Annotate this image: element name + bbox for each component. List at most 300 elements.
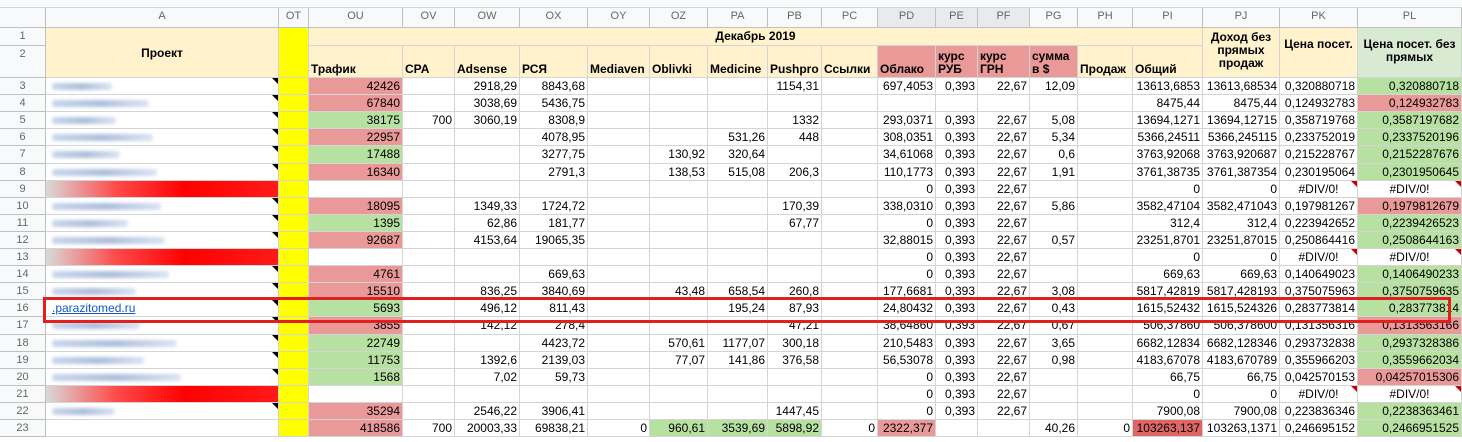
column-header-ov[interactable]: OV [403,8,455,28]
cell-pg[interactable] [1030,386,1078,403]
cell-pd[interactable]: 0 [878,386,936,403]
cell-pk[interactable]: 0,223942652 [1280,215,1358,232]
cell-pi[interactable]: 3761,38735 [1133,164,1203,181]
cell-pi[interactable]: 1615,52432 [1133,300,1203,317]
row-number[interactable]: 11 [0,215,46,232]
cell-pf[interactable]: 22,67 [978,249,1030,266]
cell-pe[interactable]: 0,393 [936,78,978,95]
cell-pb[interactable] [768,369,822,386]
cell-ph[interactable] [1078,146,1133,164]
cell-pa[interactable] [708,112,768,129]
cell-oy[interactable] [588,266,650,283]
row-number[interactable]: 1 [0,28,46,46]
cell-ou[interactable] [309,181,403,198]
cell-pd[interactable]: 24,80432 [878,300,936,317]
cell-pi[interactable]: 4183,67078 [1133,352,1203,369]
cell-ov[interactable] [403,95,455,112]
cell-ph[interactable] [1078,95,1133,112]
cell-pd[interactable]: 38,64860 [878,317,936,335]
cell-ph[interactable] [1078,232,1133,249]
cell-pa[interactable] [708,386,768,403]
cell-pg[interactable]: 0,57 [1030,232,1078,249]
cell-pa[interactable]: 531,26 [708,129,768,146]
cell-pd[interactable]: 338,0310 [878,198,936,215]
cell-pk[interactable]: 0,355966203 [1280,352,1358,369]
cell-pa[interactable] [708,198,768,215]
cell-pl[interactable]: #DIV/0! [1358,249,1462,266]
project-cell[interactable] [46,369,279,386]
cell-pc[interactable] [822,317,878,335]
cell-pb[interactable]: 170,39 [768,198,822,215]
cell-pd[interactable]: 0 [878,369,936,386]
cell-pi[interactable]: 5817,42819 [1133,283,1203,300]
row-number[interactable]: 17 [0,317,46,335]
cell-pk[interactable]: 0,230195064 [1280,164,1358,181]
cell-ou[interactable]: 18095 [309,198,403,215]
cell-pk[interactable]: #DIV/0! [1280,181,1358,198]
cell-pg[interactable] [1030,95,1078,112]
cell-pc[interactable] [822,335,878,352]
column-header-pe[interactable]: PE [936,8,978,28]
project-cell[interactable] [46,181,279,198]
row-number[interactable]: 7 [0,146,46,164]
cell-ox[interactable]: 2791,3 [520,164,588,181]
row-number[interactable]: 15 [0,283,46,300]
row-number[interactable]: 19 [0,352,46,369]
row-number[interactable]: 13 [0,249,46,266]
cell-oz[interactable]: 570,61 [650,335,708,352]
cell-pe[interactable]: 0,393 [936,198,978,215]
cell-pj[interactable]: 669,63 [1203,266,1280,283]
cell-pc[interactable] [822,164,878,181]
cell-pb[interactable]: 1332 [768,112,822,129]
column-header-a[interactable]: A [46,8,279,28]
cell-ph[interactable] [1078,129,1133,146]
cell-oz[interactable] [650,95,708,112]
cell-ph[interactable] [1078,249,1133,266]
cell-pb[interactable] [768,181,822,198]
cell-pc[interactable] [822,386,878,403]
project-cell[interactable] [46,266,279,283]
cell-pc[interactable] [822,181,878,198]
cell-pb[interactable]: 448 [768,129,822,146]
cell-ph[interactable] [1078,266,1133,283]
cell-ov[interactable] [403,352,455,369]
cell-pa[interactable] [708,369,768,386]
cell-ou[interactable]: 35294 [309,403,403,420]
cell-pa[interactable] [708,403,768,420]
cell-ov[interactable] [403,386,455,403]
cell-pe[interactable]: 0,393 [936,369,978,386]
cell-ov[interactable] [403,78,455,95]
cell-oy[interactable] [588,129,650,146]
cell-ov[interactable] [403,164,455,181]
cell-pf[interactable]: 22,67 [978,283,1030,300]
column-header-oz[interactable]: OZ [650,8,708,28]
cell-pi[interactable]: 669,63 [1133,266,1203,283]
cell-pl[interactable]: 0,1313563166 [1358,317,1462,335]
cell-ow[interactable] [455,146,520,164]
cell-pa[interactable] [708,249,768,266]
cell-pl[interactable]: 0,320880718 [1358,78,1462,95]
cell-ox[interactable]: 5436,75 [520,95,588,112]
cell-ph[interactable] [1078,198,1133,215]
cell-pi[interactable]: 3763,92068 [1133,146,1203,164]
cell-pi[interactable]: 0 [1133,181,1203,198]
cell-ow[interactable]: 1349,33 [455,198,520,215]
cell-pa[interactable]: 141,86 [708,352,768,369]
cell-pd[interactable]: 210,5483 [878,335,936,352]
cell-oz[interactable]: 43,48 [650,283,708,300]
cell-oz[interactable] [650,78,708,95]
cell-pa[interactable]: 515,08 [708,164,768,181]
cell-pk[interactable]: 0,197981267 [1280,198,1358,215]
cell-oz[interactable] [650,317,708,335]
cell-ox[interactable]: 19065,35 [520,232,588,249]
cell-ow[interactable]: 836,25 [455,283,520,300]
cell-pj[interactable]: 0 [1203,386,1280,403]
select-all-corner[interactable] [0,8,46,28]
cell-pd[interactable]: 110,1773 [878,164,936,181]
cell-pb[interactable]: 260,8 [768,283,822,300]
row-number[interactable]: 21 [0,386,46,403]
cell-pl[interactable]: 0,2238363461 [1358,403,1462,420]
cell-pj[interactable]: 0 [1203,249,1280,266]
cell-ph[interactable] [1078,403,1133,420]
cell-pd[interactable]: 293,0371 [878,112,936,129]
cell-pa[interactable] [708,215,768,232]
cell-pg[interactable] [1030,181,1078,198]
cell-ov[interactable] [403,232,455,249]
cell-pd[interactable]: 0 [878,215,936,232]
cell-ov[interactable] [403,317,455,335]
cell-pg[interactable]: 40,26 [1030,420,1078,437]
project-cell[interactable] [46,112,279,129]
cell-ox[interactable] [520,181,588,198]
cell-ou[interactable] [309,386,403,403]
cell-pg[interactable]: 5,86 [1030,198,1078,215]
cell-pk[interactable]: 0,246695152 [1280,420,1358,437]
cell-pi[interactable]: 13694,1271 [1133,112,1203,129]
cell-pf[interactable]: 22,67 [978,386,1030,403]
cell-ou[interactable]: 5693 [309,300,403,317]
cell-ow[interactable]: 1392,6 [455,352,520,369]
cell-pl[interactable]: 0,2508644163 [1358,232,1462,249]
cell-ph[interactable]: 0 [1078,420,1133,437]
column-header-ot[interactable]: OT [279,8,309,28]
cell-pc[interactable] [822,198,878,215]
cell-pc[interactable] [822,352,878,369]
cell-oz[interactable] [650,403,708,420]
cell-pj[interactable]: 6682,128346 [1203,335,1280,352]
cell-pk[interactable]: 0,250864416 [1280,232,1358,249]
column-header-pf[interactable]: PF [978,8,1030,28]
row-number[interactable]: 22 [0,403,46,420]
cell-ow[interactable] [455,129,520,146]
cell-oz[interactable] [650,386,708,403]
cell-pi[interactable]: 5366,24511 [1133,129,1203,146]
cell-pj[interactable]: 506,378600 [1203,317,1280,335]
column-header-ow[interactable]: OW [455,8,520,28]
column-header-pa[interactable]: PA [708,8,768,28]
cell-oy[interactable] [588,215,650,232]
cell-ou[interactable]: 17488 [309,146,403,164]
row-number[interactable]: 18 [0,335,46,352]
cell-ou[interactable]: 418586 [309,420,403,437]
cell-pc[interactable] [822,232,878,249]
cell-pe[interactable]: 0,393 [936,249,978,266]
project-cell[interactable] [46,198,279,215]
cell-pb[interactable] [768,146,822,164]
cell-ov[interactable] [403,403,455,420]
cell-pg[interactable]: 0,43 [1030,300,1078,317]
column-header-pj[interactable]: PJ [1203,8,1280,28]
cell-pk[interactable]: 0,283773814 [1280,300,1358,317]
cell-ov[interactable] [403,181,455,198]
cell-ou[interactable] [309,249,403,266]
row-number[interactable]: 14 [0,266,46,283]
cell-ox[interactable]: 1724,72 [520,198,588,215]
cell-pi[interactable]: 103263,137 [1133,420,1203,437]
cell-oz[interactable] [650,249,708,266]
cell-ph[interactable] [1078,164,1133,181]
column-header-ou[interactable]: OU [309,8,403,28]
cell-pc[interactable] [822,78,878,95]
cell-pb[interactable]: 87,93 [768,300,822,317]
cell-ow[interactable]: 3060,19 [455,112,520,129]
row-number[interactable]: 20 [0,369,46,386]
cell-pd[interactable]: 308,0351 [878,129,936,146]
cell-pb[interactable]: 47,21 [768,317,822,335]
cell-oy[interactable] [588,95,650,112]
cell-ov[interactable]: 700 [403,112,455,129]
cell-pb[interactable] [768,232,822,249]
cell-pl[interactable]: 0,2466951525 [1358,420,1462,437]
cell-pl[interactable]: 0,3587197682 [1358,112,1462,129]
cell-pe[interactable]: 0,393 [936,181,978,198]
cell-ov[interactable]: 700 [403,420,455,437]
cell-oy[interactable] [588,352,650,369]
cell-oz[interactable] [650,112,708,129]
project-cell[interactable] [46,78,279,95]
cell-ou[interactable]: 15510 [309,283,403,300]
cell-ph[interactable] [1078,78,1133,95]
cell-pa[interactable]: 320,64 [708,146,768,164]
row-number[interactable]: 8 [0,164,46,181]
cell-pc[interactable] [822,95,878,112]
cell-pl[interactable]: 0,2239426523 [1358,215,1462,232]
cell-pe[interactable]: 0,393 [936,129,978,146]
cell-pb[interactable] [768,249,822,266]
cell-pk[interactable]: #DIV/0! [1280,249,1358,266]
cell-pf[interactable]: 22,67 [978,181,1030,198]
cell-pl[interactable]: 0,3750759635 [1358,283,1462,300]
cell-pc[interactable]: 0 [822,420,878,437]
cell-ov[interactable] [403,249,455,266]
cell-pi[interactable]: 0 [1133,249,1203,266]
cell-oy[interactable] [588,283,650,300]
column-header-oy[interactable]: OY [588,8,650,28]
cell-pl[interactable]: 0,2337520196 [1358,129,1462,146]
cell-ox[interactable]: 8843,68 [520,78,588,95]
cell-pg[interactable] [1030,403,1078,420]
cell-pj[interactable]: 13694,12715 [1203,112,1280,129]
cell-pe[interactable]: 0,393 [936,232,978,249]
project-cell[interactable] [46,352,279,369]
cell-pk[interactable]: 0,042570153 [1280,369,1358,386]
cell-pf[interactable]: 22,67 [978,146,1030,164]
cell-ou[interactable]: 11753 [309,352,403,369]
cell-pf[interactable]: 22,67 [978,129,1030,146]
cell-oz[interactable] [650,198,708,215]
cell-pd[interactable]: 32,88015 [878,232,936,249]
cell-ph[interactable] [1078,300,1133,317]
cell-ov[interactable] [403,198,455,215]
row-number[interactable]: 3 [0,78,46,95]
cell-pd[interactable]: 177,6681 [878,283,936,300]
cell-pi[interactable]: 13613,6853 [1133,78,1203,95]
cell-pg[interactable] [1030,215,1078,232]
cell-ph[interactable] [1078,181,1133,198]
cell-ou[interactable]: 16340 [309,164,403,181]
cell-pg[interactable]: 1,91 [1030,164,1078,181]
cell-pi[interactable]: 7900,08 [1133,403,1203,420]
cell-pi[interactable]: 0 [1133,386,1203,403]
project-cell[interactable] [46,283,279,300]
cell-ow[interactable] [455,249,520,266]
row-number[interactable]: 9 [0,181,46,198]
cell-ow[interactable] [455,386,520,403]
cell-ph[interactable] [1078,335,1133,352]
cell-pj[interactable]: 312,4 [1203,215,1280,232]
cell-pl[interactable]: 0,1979812679 [1358,198,1462,215]
cell-pa[interactable]: 1177,07 [708,335,768,352]
cell-ox[interactable] [520,386,588,403]
column-header-pi[interactable]: PI [1133,8,1203,28]
column-header-pb[interactable]: PB [768,8,822,28]
project-cell-highlighted[interactable]: .parazitomed.ru [46,300,279,317]
cell-pi[interactable]: 6682,12834 [1133,335,1203,352]
cell-pj[interactable]: 7900,08 [1203,403,1280,420]
cell-ow[interactable]: 3038,69 [455,95,520,112]
cell-ow[interactable]: 496,12 [455,300,520,317]
project-cell[interactable] [46,164,279,181]
cell-ou[interactable]: 42426 [309,78,403,95]
cell-ov[interactable] [403,335,455,352]
cell-pe[interactable] [936,420,978,437]
cell-oz[interactable]: 960,61 [650,420,708,437]
cell-oy[interactable] [588,198,650,215]
cell-pc[interactable] [822,369,878,386]
cell-pj[interactable]: 3761,387354 [1203,164,1280,181]
cell-ow[interactable]: 62,86 [455,215,520,232]
cell-ov[interactable] [403,215,455,232]
cell-pj[interactable]: 13613,68534 [1203,78,1280,95]
cell-pd[interactable]: 56,53078 [878,352,936,369]
cell-ox[interactable]: 69838,21 [520,420,588,437]
cell-ou[interactable]: 3855 [309,317,403,335]
project-cell[interactable] [46,403,279,420]
cell-ou[interactable]: 22957 [309,129,403,146]
cell-ph[interactable] [1078,352,1133,369]
row-number[interactable]: 4 [0,95,46,112]
cell-pi[interactable]: 312,4 [1133,215,1203,232]
cell-ou[interactable]: 22749 [309,335,403,352]
cell-pe[interactable]: 0,393 [936,386,978,403]
cell-oy[interactable] [588,317,650,335]
project-cell[interactable] [46,317,279,335]
cell-ph[interactable] [1078,112,1133,129]
cell-oz[interactable] [650,129,708,146]
cell-pk[interactable]: 0,223836346 [1280,403,1358,420]
project-cell[interactable] [46,95,279,112]
row-number[interactable]: 5 [0,112,46,129]
cell-pj[interactable]: 103263,1371 [1203,420,1280,437]
cell-pf[interactable]: 22,67 [978,78,1030,95]
cell-pc[interactable] [822,283,878,300]
cell-ph[interactable] [1078,369,1133,386]
cell-pl[interactable]: 0,3559662034 [1358,352,1462,369]
cell-oy[interactable] [588,249,650,266]
cell-pc[interactable] [822,266,878,283]
cell-oz[interactable] [650,181,708,198]
cell-pj[interactable]: 23251,87015 [1203,232,1280,249]
cell-pc[interactable] [822,129,878,146]
cell-ow[interactable]: 2918,29 [455,78,520,95]
cell-pd[interactable]: 0 [878,403,936,420]
column-header-ph[interactable]: PH [1078,8,1133,28]
cell-ow[interactable]: 7,02 [455,369,520,386]
cell-pb[interactable]: 376,58 [768,352,822,369]
cell-pk[interactable]: 0,215228767 [1280,146,1358,164]
cell-pj[interactable]: 66,75 [1203,369,1280,386]
cell-pa[interactable] [708,78,768,95]
cell-pg[interactable]: 0,6 [1030,146,1078,164]
cell-oz[interactable]: 130,92 [650,146,708,164]
cell-ox[interactable]: 4078,95 [520,129,588,146]
cell-pe[interactable]: 0,393 [936,164,978,181]
cell-pk[interactable]: #DIV/0! [1280,386,1358,403]
cell-pa[interactable] [708,232,768,249]
cell-pa[interactable] [708,181,768,198]
cell-pk[interactable]: 0,375075963 [1280,283,1358,300]
cell-ow[interactable] [455,266,520,283]
cell-oy[interactable] [588,112,650,129]
cell-oy[interactable]: 0 [588,420,650,437]
cell-pc[interactable] [822,215,878,232]
cell-pi[interactable]: 66,75 [1133,369,1203,386]
cell-pf[interactable]: 22,67 [978,369,1030,386]
cell-pl[interactable]: 0,2301950645 [1358,164,1462,181]
cell-ox[interactable] [520,249,588,266]
cell-pd[interactable]: 2322,377 [878,420,936,437]
column-header-ox[interactable]: OX [520,8,588,28]
cell-pf[interactable]: 22,67 [978,300,1030,317]
cell-oz[interactable] [650,266,708,283]
cell-pj[interactable]: 4183,670789 [1203,352,1280,369]
cell-pj[interactable]: 5366,245115 [1203,129,1280,146]
cell-pd[interactable]: 34,61068 [878,146,936,164]
cell-pl[interactable]: 0,1406490233 [1358,266,1462,283]
cell-oy[interactable] [588,369,650,386]
cell-pb[interactable]: 5898,92 [768,420,822,437]
cell-pa[interactable]: 195,24 [708,300,768,317]
cell-ox[interactable]: 3840,69 [520,283,588,300]
column-header-pg[interactable]: PG [1030,8,1078,28]
cell-pa[interactable] [708,317,768,335]
cell-pb[interactable]: 67,77 [768,215,822,232]
cell-pj[interactable]: 3763,920687 [1203,146,1280,164]
